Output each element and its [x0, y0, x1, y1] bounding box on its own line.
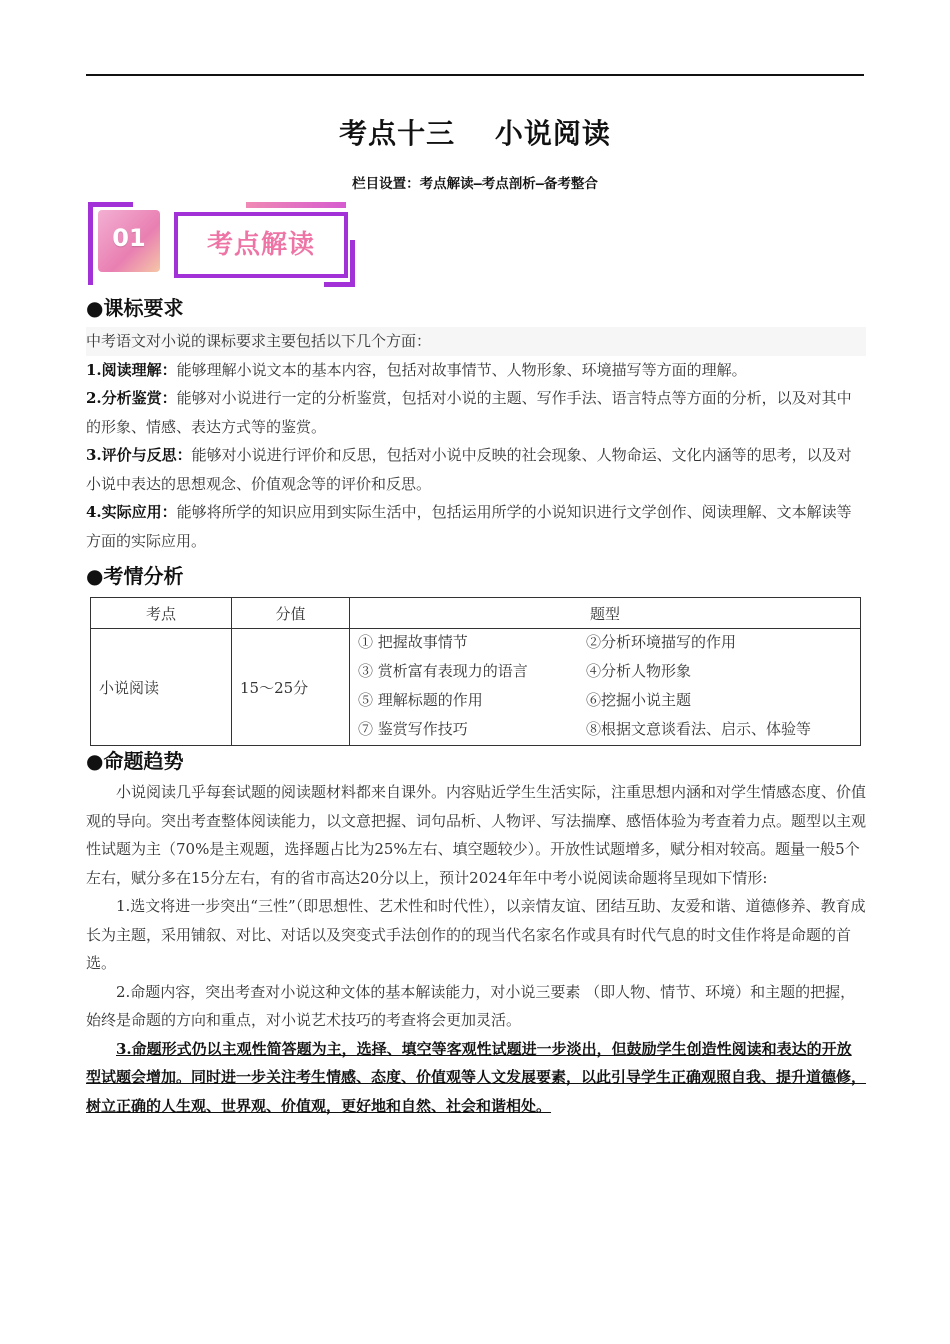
- item-text: 能够对小说进行一定的分析鉴赏，包括对小说的主题、写作手法、语言特点等方面的分析，以及对其中的形象、情感、表达方式等的鉴赏。: [86, 389, 852, 436]
- question-type-row: [358, 658, 860, 687]
- item-label: 2.分析鉴赏：: [86, 389, 177, 407]
- banner-number: 01: [112, 224, 146, 252]
- question-type: ⑤ 理解标题的作用: [358, 691, 483, 709]
- column-setting: 栏目设置：考点解读—考点剖析—备考整合: [352, 176, 598, 192]
- section-heading-analysis: ●考情分析: [86, 564, 184, 588]
- curriculum-item: [86, 498, 866, 555]
- section-banner: [86, 200, 358, 286]
- item-text: 能够对小说进行评价和反思，包括对小说中反映的社会现象、人物命运、文化内涵等的思考，以及对小说中表达的思想观念、价值观念等的评价和反思。: [86, 446, 852, 493]
- trend-point: 2.命题内容，突出考查对小说这种文体的基本解读能力，对小说三要素 （即人物、情节、环境）和主题的把握，始终是命题的方向和重点，对小说艺术技巧的考查将会更加灵活。: [86, 982, 856, 1029]
- question-type: ④分析人物形象: [586, 662, 692, 680]
- table-header: 题型: [350, 598, 861, 629]
- table-header-row: [91, 598, 861, 629]
- curriculum-item: [86, 356, 866, 385]
- table-cell-types: [350, 629, 861, 746]
- question-type-row: [358, 629, 860, 658]
- curriculum-item: [86, 441, 866, 498]
- item-text: 能够将所学的知识应用到实际生活中，包括运用所学的小说知识进行文学创作、阅读理解、文本解读等方面的实际应用。: [86, 503, 852, 550]
- page-title: 考点十三 小说阅读: [339, 117, 611, 150]
- question-type: ⑥挖掘小说主题: [586, 691, 692, 709]
- question-type-row: [358, 687, 860, 716]
- curriculum-intro: 中考语文对小说的课标要求主要包括以下几个方面：: [86, 327, 866, 356]
- section-heading-trend: ●命题趋势: [86, 749, 184, 773]
- item-text: 能够理解小说文本的基本内容，包括对故事情节、人物形象、环境描写等方面的理解。: [176, 360, 747, 379]
- trend-paragraph: 小说阅读几乎每套试题的阅读题材料都来自课外。内容贴近学生生活实际，注重思想内涵和对学生情感态度、价值观的导向。突出考查整体阅读能力，以文意把握、词句品析、人物评、写法揣摩、感悟体验为考查着力点。题型以主观性试题为主（70%是主观题，选择题占比为25%左右、填空题较少）。开放性试题增多，赋分相对较高。题量一般5个左右，赋分多在15分左右，有的省市高达20分以上，预计2024年年中考小说阅读命题将呈现如下情形:: [86, 783, 867, 887]
- curriculum-item: [86, 384, 866, 441]
- table-row: [91, 629, 861, 746]
- section-heading-curriculum: ●课标要求: [86, 296, 184, 320]
- item-label: 3.评价与反思：: [86, 446, 192, 464]
- trend-point: 1.选文将进一步突出“三性”（即思想性、艺术性和时代性），以亲情友谊、团结互助、友爱和谐、道德修养、教育成长为主题，采用铺叙、对比、对话以及突变式手法创作的的现当代名家名作或具有时代气息的时文佳作将是命题的首选。: [86, 897, 866, 972]
- banner-number-box: [98, 210, 160, 272]
- banner-corner-decoration: [324, 240, 355, 287]
- question-type: ⑦ 鉴赏写作技巧: [358, 720, 468, 738]
- trend-point-emphasis: 3.命题形式仍以主观性简答题为主，选择、填空等客观性试题进一步淡出，但鼓励学生创造性阅读和表达的开放型试题会增加。同时进一步关注考生情感、态度、价值观等人文发展要素，以此引导学生正确观照自我、提升道德修，树立正确的人生观、世界观、价值观，更好地和自然、社会和谐相处。: [86, 1039, 867, 1115]
- table-cell-score: 15～25分: [232, 629, 350, 746]
- trend-block: [86, 778, 866, 1120]
- question-type: ⑧根据文意谈看法、启示、体验等: [586, 720, 812, 738]
- curriculum-block: [86, 327, 866, 555]
- table-cell-topic: 小说阅读: [91, 629, 232, 746]
- exam-analysis-table: [90, 597, 861, 746]
- question-type: ③ 赏析富有表现力的语言: [358, 662, 528, 680]
- item-label: 1.阅读理解：: [86, 360, 177, 379]
- top-rule: [86, 74, 864, 76]
- banner-frame: [174, 212, 348, 278]
- item-label: 4.实际应用：: [86, 503, 177, 521]
- question-type: ① 把握故事情节: [358, 633, 468, 651]
- question-type: ②分析环境描写的作用: [586, 633, 737, 651]
- table-header: 分值: [232, 598, 350, 629]
- banner-label: 考点解读: [206, 230, 315, 260]
- question-type-row: [358, 716, 860, 745]
- table-header: 考点: [91, 598, 232, 629]
- banner-accent-bar: [246, 202, 346, 208]
